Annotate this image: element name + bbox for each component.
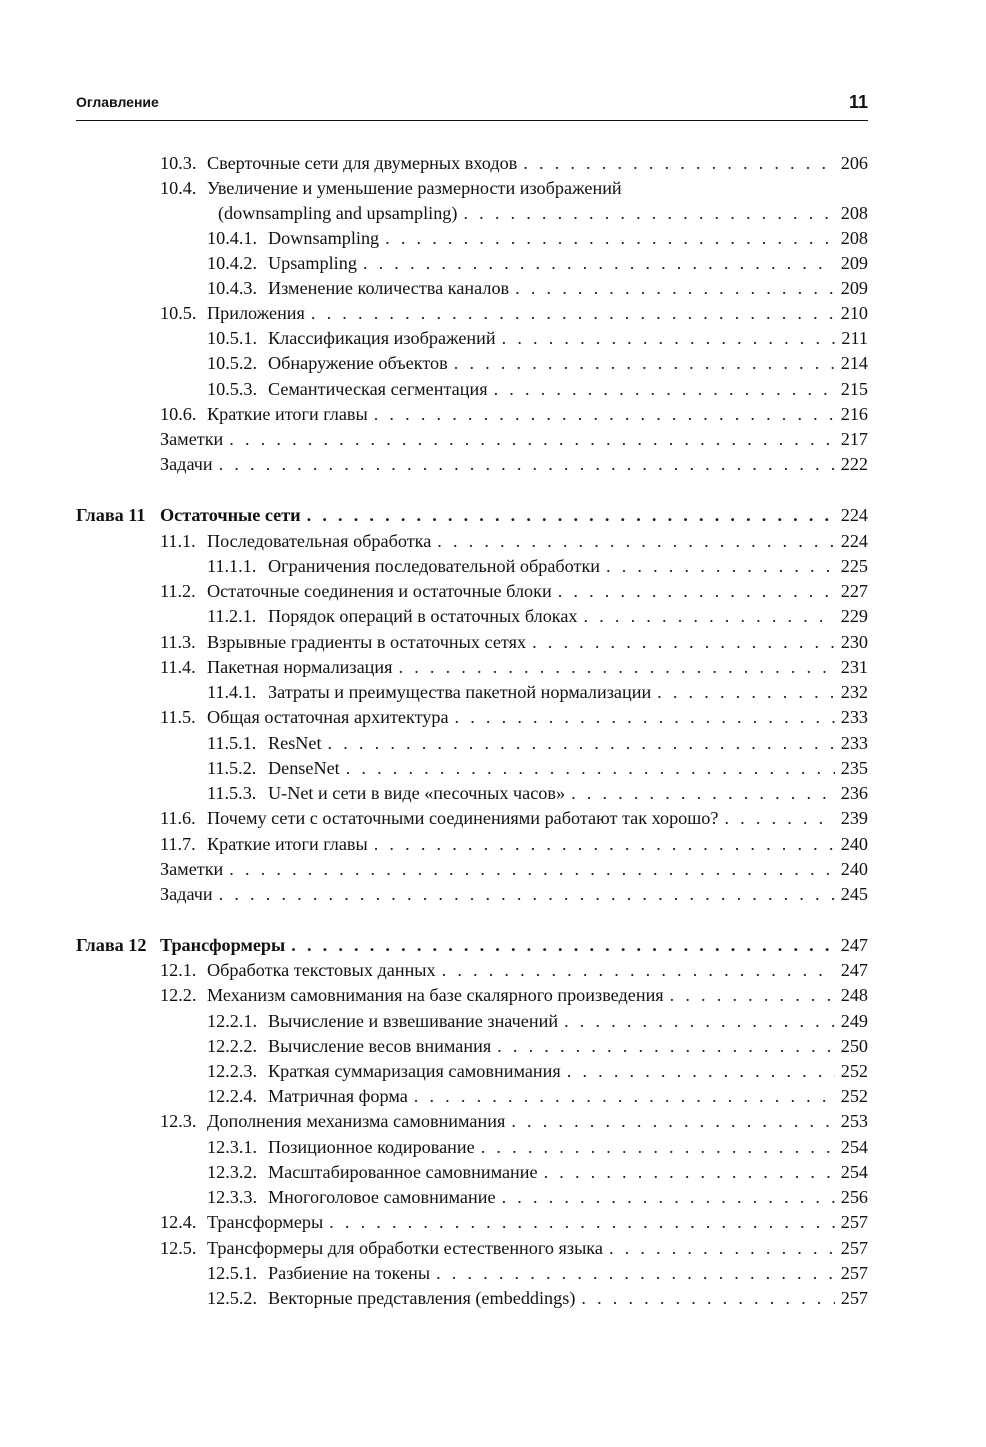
toc-entry-number: 12.2. xyxy=(160,985,197,1005)
toc-entry[interactable] xyxy=(0,402,986,427)
dot-leader xyxy=(670,983,835,1008)
toc-entry-page: 211 xyxy=(841,328,868,348)
toc-entry[interactable] xyxy=(0,1059,986,1084)
dot-leader xyxy=(374,402,835,427)
toc-entry[interactable] xyxy=(0,756,986,781)
toc-entry[interactable] xyxy=(0,983,986,1008)
dot-leader xyxy=(291,933,834,958)
toc-entry[interactable] xyxy=(0,680,986,705)
dot-leader xyxy=(437,529,834,554)
toc-entry-number: 10.6. xyxy=(160,404,197,424)
toc-entry-title: Семантическая сегментация xyxy=(268,379,488,399)
toc-entry-title: Задачи xyxy=(160,454,213,474)
toc-entry-title: Приложения xyxy=(207,303,305,323)
toc-entry-title: U-Net и сети в виде «песочных часов» xyxy=(268,783,566,803)
dot-leader xyxy=(571,781,835,806)
toc-entry[interactable] xyxy=(0,301,986,326)
toc-entry-number: 10.3. xyxy=(160,153,197,173)
toc-entry[interactable] xyxy=(0,176,986,201)
toc-entry-number: 10.4.2. xyxy=(207,253,258,273)
dot-leader xyxy=(567,1059,835,1084)
toc-entry-number: 11.6. xyxy=(160,808,196,828)
toc-entry-page: 257 xyxy=(840,1238,868,1258)
toc-entry-page: 257 xyxy=(840,1263,868,1283)
dot-leader xyxy=(657,680,835,705)
toc-entry-number: 11.5.3. xyxy=(207,783,257,803)
dot-leader xyxy=(502,1185,835,1210)
toc-entry-title: Трансформеры xyxy=(207,1212,324,1232)
toc-entry-number: 12.2.1. xyxy=(207,1011,258,1031)
toc-entry-title: Классификация изображений xyxy=(268,328,496,348)
toc-entry-page: 225 xyxy=(840,556,868,576)
toc-entry[interactable] xyxy=(0,351,986,376)
toc-entry-page: 236 xyxy=(840,783,868,803)
toc-entry-page: 206 xyxy=(840,153,868,173)
toc-chapter-entry[interactable] xyxy=(0,933,986,958)
toc-entry-number: 10.5.2. xyxy=(207,353,258,373)
toc-entry[interactable] xyxy=(0,226,986,251)
dot-leader xyxy=(454,351,835,376)
toc-entry-page: 249 xyxy=(840,1011,868,1031)
dot-leader xyxy=(523,151,834,176)
toc-entry-number: 12.3. xyxy=(160,1111,197,1131)
toc-entry-page: 245 xyxy=(840,884,868,904)
toc-entry-number: 12.2.2. xyxy=(207,1036,258,1056)
toc-entry[interactable] xyxy=(0,326,986,351)
toc-entry-page: 233 xyxy=(840,707,868,727)
toc-entry-number: 11.3. xyxy=(160,632,196,652)
dot-leader xyxy=(307,503,835,528)
toc-entry-title: Ограничения последовательной обработки xyxy=(268,556,601,576)
toc-entry-title: Остаточные соединения и остаточные блоки xyxy=(207,581,552,601)
toc-entry-exercises[interactable] xyxy=(0,452,986,477)
dot-leader xyxy=(346,756,835,781)
toc-entry-page: 216 xyxy=(840,404,868,424)
toc-entry-page: 232 xyxy=(840,682,868,702)
toc-entry[interactable] xyxy=(0,655,986,680)
toc-entry-page: 252 xyxy=(840,1061,868,1081)
toc-entry-title: Upsampling xyxy=(268,253,357,273)
toc-entry-page: 215 xyxy=(840,379,868,399)
toc-entry-title: Сверточные сети для двумерных входов xyxy=(207,153,518,173)
toc-entry-number: 10.5. xyxy=(160,303,197,323)
toc-entry[interactable] xyxy=(0,1261,986,1286)
toc-entry[interactable] xyxy=(0,630,986,655)
toc-entry[interactable] xyxy=(0,731,986,756)
toc-entry-exercises[interactable] xyxy=(0,882,986,907)
dot-leader xyxy=(609,1236,835,1261)
toc-entry-page: 257 xyxy=(840,1212,868,1232)
toc-entry-number: 12.5.2. xyxy=(207,1288,258,1308)
toc-entry-title: Обнаружение объектов xyxy=(268,353,448,373)
toc-entry[interactable] xyxy=(0,151,986,176)
dot-leader xyxy=(328,731,835,756)
toc-entry-page: 247 xyxy=(840,960,868,980)
toc-entry[interactable] xyxy=(0,1009,986,1034)
toc-entry-page: 235 xyxy=(840,758,868,778)
dot-leader xyxy=(724,806,834,831)
toc-chapter-title: Остаточные сети xyxy=(160,505,301,525)
toc-entry-page: 209 xyxy=(840,253,868,273)
toc-entry-page: 227 xyxy=(840,581,868,601)
toc-entry-title: Масштабированное самовнимание xyxy=(268,1162,538,1182)
dot-leader xyxy=(502,326,836,351)
toc-entry-page: 248 xyxy=(840,985,868,1005)
toc-entry-title: Увеличение и уменьшение размерности изображений xyxy=(207,178,622,198)
toc-entry[interactable] xyxy=(0,529,986,554)
toc-entry-page: 224 xyxy=(840,505,868,525)
toc-entry[interactable] xyxy=(0,251,986,276)
toc-entry-number: 11.5. xyxy=(160,707,196,727)
dot-leader xyxy=(311,301,835,326)
toc-entry-title: Трансформеры для обработки естественного языка xyxy=(207,1238,603,1258)
toc-entry[interactable] xyxy=(0,1034,986,1059)
dot-leader xyxy=(219,882,835,907)
dot-leader xyxy=(463,201,834,226)
toc-entry-number: 11.4.1. xyxy=(207,682,257,702)
toc-entry-number: 12.2.3. xyxy=(207,1061,258,1081)
toc-entry-title: Пакетная нормализация xyxy=(207,657,393,677)
dot-leader xyxy=(544,1160,835,1185)
toc-entry-page: 229 xyxy=(840,606,868,626)
dot-leader xyxy=(515,276,835,301)
dot-leader xyxy=(532,630,835,655)
toc-entry-page: 230 xyxy=(840,632,868,652)
toc-entry[interactable] xyxy=(0,832,986,857)
toc-entry-page: 254 xyxy=(840,1162,868,1182)
toc-entry[interactable] xyxy=(0,1236,986,1261)
toc-entry-page: 247 xyxy=(840,935,868,955)
toc-entry-page: 239 xyxy=(840,808,868,828)
toc-entry-number: 10.5.1. xyxy=(207,328,258,348)
toc-entry-title: (downsampling and upsampling) xyxy=(218,203,458,223)
toc-entry-notes[interactable] xyxy=(0,427,986,452)
toc-entry-title: Последовательная обработка xyxy=(207,531,432,551)
toc-entry-title: Вычисление и взвешивание значений xyxy=(268,1011,559,1031)
toc-entry-number: 12.3.2. xyxy=(207,1162,258,1182)
toc-entry-number: 10.4.3. xyxy=(207,278,258,298)
toc-entry[interactable] xyxy=(0,705,986,730)
running-header xyxy=(76,92,868,121)
toc-entry-page: 240 xyxy=(840,834,868,854)
toc-entry[interactable] xyxy=(0,1084,986,1109)
toc-entry-number: 12.3.3. xyxy=(207,1187,258,1207)
toc-entry-page: 209 xyxy=(840,278,868,298)
toc-entry-title: Заметки xyxy=(160,429,224,449)
toc-entry-number: 11.4. xyxy=(160,657,196,677)
dot-leader xyxy=(374,832,835,857)
toc-entry-title: ResNet xyxy=(268,733,322,753)
running-header-title: Оглавление xyxy=(76,94,159,110)
toc-entry[interactable] xyxy=(0,554,986,579)
toc-entry-page: 217 xyxy=(840,429,868,449)
toc-entry-page: 254 xyxy=(840,1137,868,1157)
toc-chapter-number: Глава 12 xyxy=(76,935,147,955)
toc-entry-number: 12.5. xyxy=(160,1238,197,1258)
toc-entry-page: 233 xyxy=(840,733,868,753)
toc-entry-title: Краткие итоги главы xyxy=(207,834,368,854)
toc-entry-title: Вычисление весов внимания xyxy=(268,1036,492,1056)
toc-entry[interactable] xyxy=(0,1109,986,1134)
dot-leader xyxy=(494,377,835,402)
toc-entry-number: 12.3.1. xyxy=(207,1137,258,1157)
dot-leader xyxy=(497,1034,835,1059)
dot-leader xyxy=(581,1286,834,1311)
dot-leader xyxy=(229,857,834,882)
toc-entry-title: Матричная форма xyxy=(268,1086,408,1106)
toc-entry[interactable] xyxy=(0,1286,986,1311)
toc-entry-title: Дополнения механизма самовнимания xyxy=(207,1111,506,1131)
dot-leader xyxy=(511,1109,834,1134)
toc-entry-page: 210 xyxy=(840,303,868,323)
toc-entry[interactable] xyxy=(0,1135,986,1160)
toc-entry[interactable] xyxy=(0,579,986,604)
page-number: 11 xyxy=(848,92,868,112)
toc-entry-page: 208 xyxy=(840,228,868,248)
dot-leader xyxy=(455,705,835,730)
toc-entry[interactable] xyxy=(0,1185,986,1210)
toc-entry-number: 10.4. xyxy=(160,178,197,198)
dot-leader xyxy=(219,452,835,477)
toc-entry-title: Взрывные градиенты в остаточных сетях xyxy=(207,632,527,652)
toc-entry-title: Общая остаточная архитектура xyxy=(207,707,449,727)
toc-entry-number: 11.2. xyxy=(160,581,196,601)
dot-leader xyxy=(329,1210,835,1235)
toc-entry-page: 256 xyxy=(840,1187,868,1207)
dot-leader xyxy=(584,604,835,629)
dot-leader xyxy=(229,427,834,452)
toc-entry-title: Почему сети с остаточными соединениями работают так хорошо? xyxy=(207,808,719,828)
toc-entry-notes[interactable] xyxy=(0,857,986,882)
toc-entry-title: Затраты и преимущества пакетной нормализации xyxy=(268,682,652,702)
toc-entry-number: 12.5.1. xyxy=(207,1263,258,1283)
toc-entry-title: Порядок операций в остаточных блоках xyxy=(268,606,578,626)
dot-leader xyxy=(385,226,835,251)
toc-entry-number: 12.4. xyxy=(160,1212,197,1232)
toc-entry-number: 11.7. xyxy=(160,834,196,854)
toc-entry-page: 214 xyxy=(840,353,868,373)
toc-entry[interactable] xyxy=(0,806,986,831)
toc-entry-title: Позиционное кодирование xyxy=(268,1137,475,1157)
dot-leader xyxy=(564,1009,835,1034)
toc-entry-number: 11.2.1. xyxy=(207,606,257,626)
toc-entry-title: Заметки xyxy=(160,859,224,879)
toc-entry-continuation[interactable] xyxy=(0,201,986,226)
toc-chapter-title: Трансформеры xyxy=(160,935,286,955)
toc-entry-title: DenseNet xyxy=(268,758,340,778)
toc-entry-number: 11.1.1. xyxy=(207,556,257,576)
toc-entry-title: Downsampling xyxy=(268,228,380,248)
toc-entry-title: Краткая суммаризация самовнимания xyxy=(268,1061,561,1081)
dot-leader xyxy=(481,1135,835,1160)
toc-entry-page: 250 xyxy=(840,1036,868,1056)
toc-entry[interactable] xyxy=(0,377,986,402)
toc-chapter-number: Глава 11 xyxy=(76,505,146,525)
toc-entry-title: Механизм самовнимания на базе скалярного произведения xyxy=(207,985,664,1005)
toc-entry-number: 12.1. xyxy=(160,960,197,980)
toc-entry-page: 240 xyxy=(840,859,868,879)
toc-entry-page: 231 xyxy=(840,657,868,677)
toc-entry-page: 222 xyxy=(840,454,868,474)
toc-chapter-entry[interactable] xyxy=(0,503,986,528)
toc-entry[interactable] xyxy=(0,781,986,806)
toc-entry-title: Задачи xyxy=(160,884,213,904)
toc-entry-number: 11.1. xyxy=(160,531,196,551)
dot-leader xyxy=(606,554,835,579)
toc-entry-number: 12.2.4. xyxy=(207,1086,258,1106)
dot-leader xyxy=(436,1261,835,1286)
toc-entry-page: 224 xyxy=(840,531,868,551)
dot-leader xyxy=(399,655,835,680)
dot-leader xyxy=(414,1084,835,1109)
toc-entry-title: Многоголовое самовнимание xyxy=(268,1187,496,1207)
toc-entry-number: 11.5.1. xyxy=(207,733,257,753)
toc-entry-title: Векторные представления (embeddings) xyxy=(268,1288,576,1308)
toc-entry-page: 257 xyxy=(840,1288,868,1308)
toc-entry-page: 208 xyxy=(840,203,868,223)
toc-entry-title: Разбиение на токены xyxy=(268,1263,431,1283)
toc-entry-number: 11.5.2. xyxy=(207,758,257,778)
dot-leader xyxy=(558,579,835,604)
toc-entry-title: Краткие итоги главы xyxy=(207,404,368,424)
dot-leader xyxy=(442,958,835,983)
toc-entry[interactable] xyxy=(0,958,986,983)
dot-leader xyxy=(363,251,835,276)
toc-entry[interactable] xyxy=(0,1210,986,1235)
toc-entry-page: 252 xyxy=(840,1086,868,1106)
toc-entry-number: 10.4.1. xyxy=(207,228,258,248)
toc-entry-page: 253 xyxy=(840,1111,868,1131)
toc-entry[interactable] xyxy=(0,276,986,301)
toc-entry-title: Изменение количества каналов xyxy=(268,278,510,298)
toc-entry-title: Обработка текстовых данных xyxy=(207,960,436,980)
toc-entry-number: 10.5.3. xyxy=(207,379,258,399)
toc-entry[interactable] xyxy=(0,604,986,629)
toc-entry[interactable] xyxy=(0,1160,986,1185)
